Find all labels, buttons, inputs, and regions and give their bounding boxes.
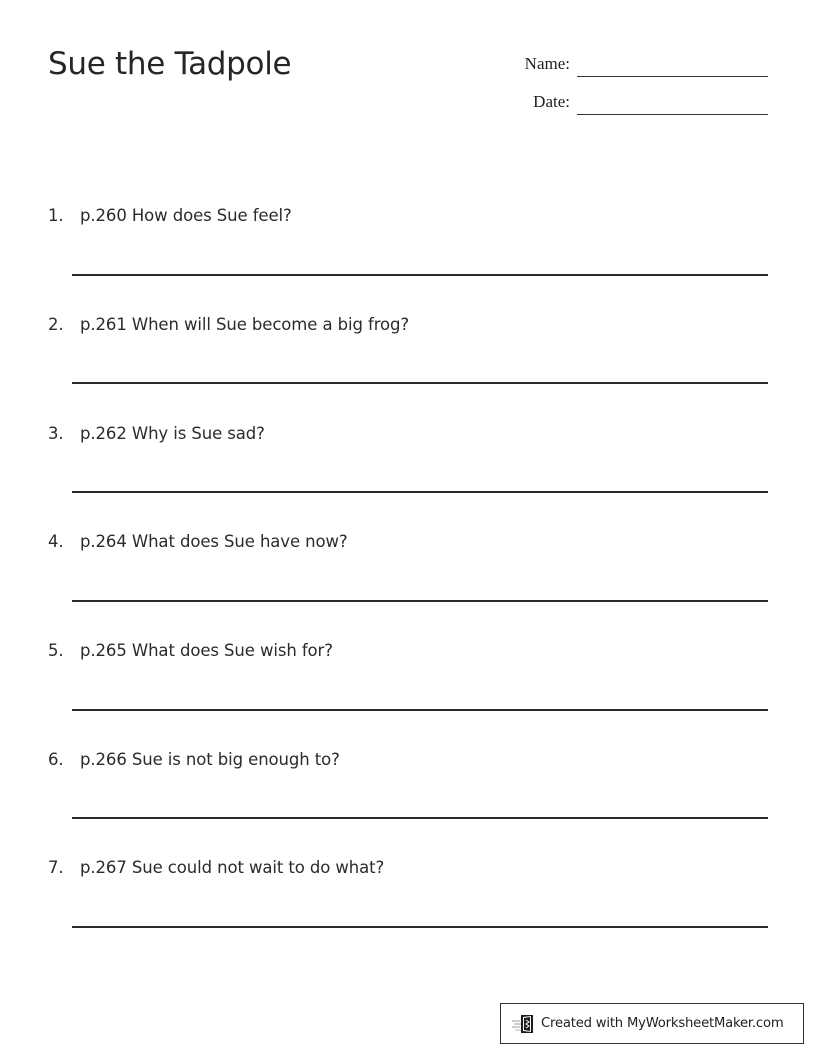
question-number: 5. [48, 641, 64, 660]
question-number: 1. [48, 206, 64, 225]
date-input-line[interactable] [577, 114, 768, 115]
question-text: p.267 Sue could not wait to do what? [80, 858, 385, 877]
page-title: Sue the Tadpole [48, 46, 292, 82]
question-text: p.265 What does Sue wish for? [80, 641, 333, 660]
question-number: 7. [48, 858, 64, 877]
question-text: p.261 When will Sue become a big frog? [80, 315, 410, 334]
answer-line[interactable] [72, 600, 768, 602]
answer-line[interactable] [72, 382, 768, 384]
question-text: p.262 Why is Sue sad? [80, 424, 265, 443]
question-text: p.260 How does Sue feel? [80, 206, 292, 225]
footer-credit[interactable] [500, 1003, 804, 1044]
date-label: Date: [533, 92, 570, 111]
footer-credit-text: Created with MyWorksheetMaker.com [541, 1016, 784, 1031]
worksheet-maker-logo-icon [511, 1013, 539, 1035]
question-number: 4. [48, 532, 64, 551]
question-text: p.264 What does Sue have now? [80, 532, 348, 551]
answer-line[interactable] [72, 817, 768, 819]
name-label: Name: [524, 54, 570, 73]
name-input-line[interactable] [577, 76, 768, 77]
answer-line[interactable] [72, 274, 768, 276]
answer-line[interactable] [72, 926, 768, 928]
question-number: 2. [48, 315, 64, 334]
question-number: 6. [48, 750, 64, 769]
question-number: 3. [48, 424, 64, 443]
answer-line[interactable] [72, 709, 768, 711]
answer-line[interactable] [72, 491, 768, 493]
question-text: p.266 Sue is not big enough to? [80, 750, 340, 769]
